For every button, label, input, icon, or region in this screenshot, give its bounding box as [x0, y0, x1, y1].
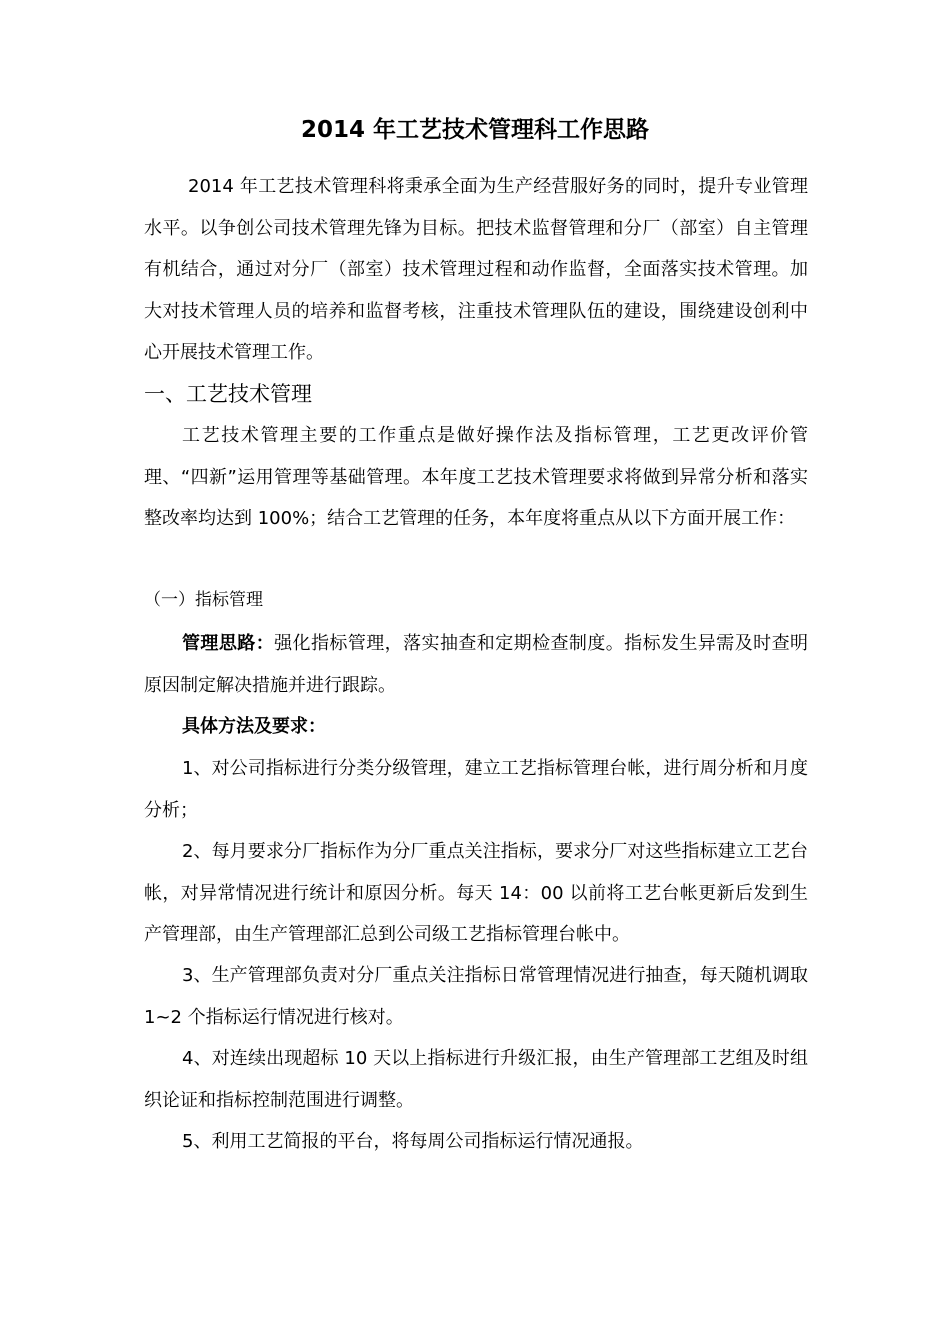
list-item-3: 3、生产管理部负责对分厂重点关注指标日常管理情况进行抽查，每天随机调取 1~2 个指标运行情况进行核对。	[144, 965, 808, 1028]
methods-label: 具体方法及要求：	[182, 716, 326, 737]
list-item-2: 2、每月要求分厂指标作为分厂重点关注指标，要求分厂对这些指标建立工艺台帐，对异常情况进行统计和原因分析。每天 14：00 以前将工艺台帐更新后发到生产管理部，由生产管理部汇总到公司级工艺指标管理台帐中。	[144, 841, 808, 945]
list-item-4: 4、对连续出现超标 10 天以上指标进行升级汇报，由生产管理部工艺组及时组织论证和指标控制范围进行调整。	[144, 1048, 808, 1111]
section-heading-1: 一、工艺技术管理	[144, 382, 312, 406]
document-title: 2014 年工艺技术管理科工作思路	[300, 117, 650, 143]
list-item-5: 5、利用工艺简报的平台，将每周公司指标运行情况通报。	[182, 1131, 644, 1152]
list-item-1: 1、对公司指标进行分类分级管理，建立工艺指标管理台帐，进行周分析和月度分析；	[144, 758, 808, 821]
management-idea-text: 强化指标管理，落实抽查和定期检查制度。指标发生异需及时查明原因制定解决措施并进行跟踪。	[144, 633, 809, 696]
subsection-heading-1: （一）指标管理	[144, 590, 263, 610]
management-idea-label: 管理思路：	[182, 633, 275, 654]
section1-paragraph: 工艺技术管理主要的工作重点是做好操作法及指标管理，工艺更改评价管理、“四新”运用管理等基础管理。本年度工艺技术管理要求将做到异常分析和落实整改率均达到 100%；结合工艺管理的任务，本年度将重点从以下方面开展工作：	[144, 425, 808, 529]
intro-paragraph: 2014 年工艺技术管理科将秉承全面为生产经营服好务的同时，提升专业管理水平。以争创公司技术管理先锋为目标。把技术监督管理和分厂（部室）自主管理有机结合，通过对分厂（部室）技术管理过程和动作监督，全面落实技术管理。加大对技术管理人员的培养和监督考核，注重技术管理队伍的建设，围绕建设创利中心开展技术管理工作。	[144, 176, 808, 363]
management-idea-paragraph	[144, 623, 808, 706]
